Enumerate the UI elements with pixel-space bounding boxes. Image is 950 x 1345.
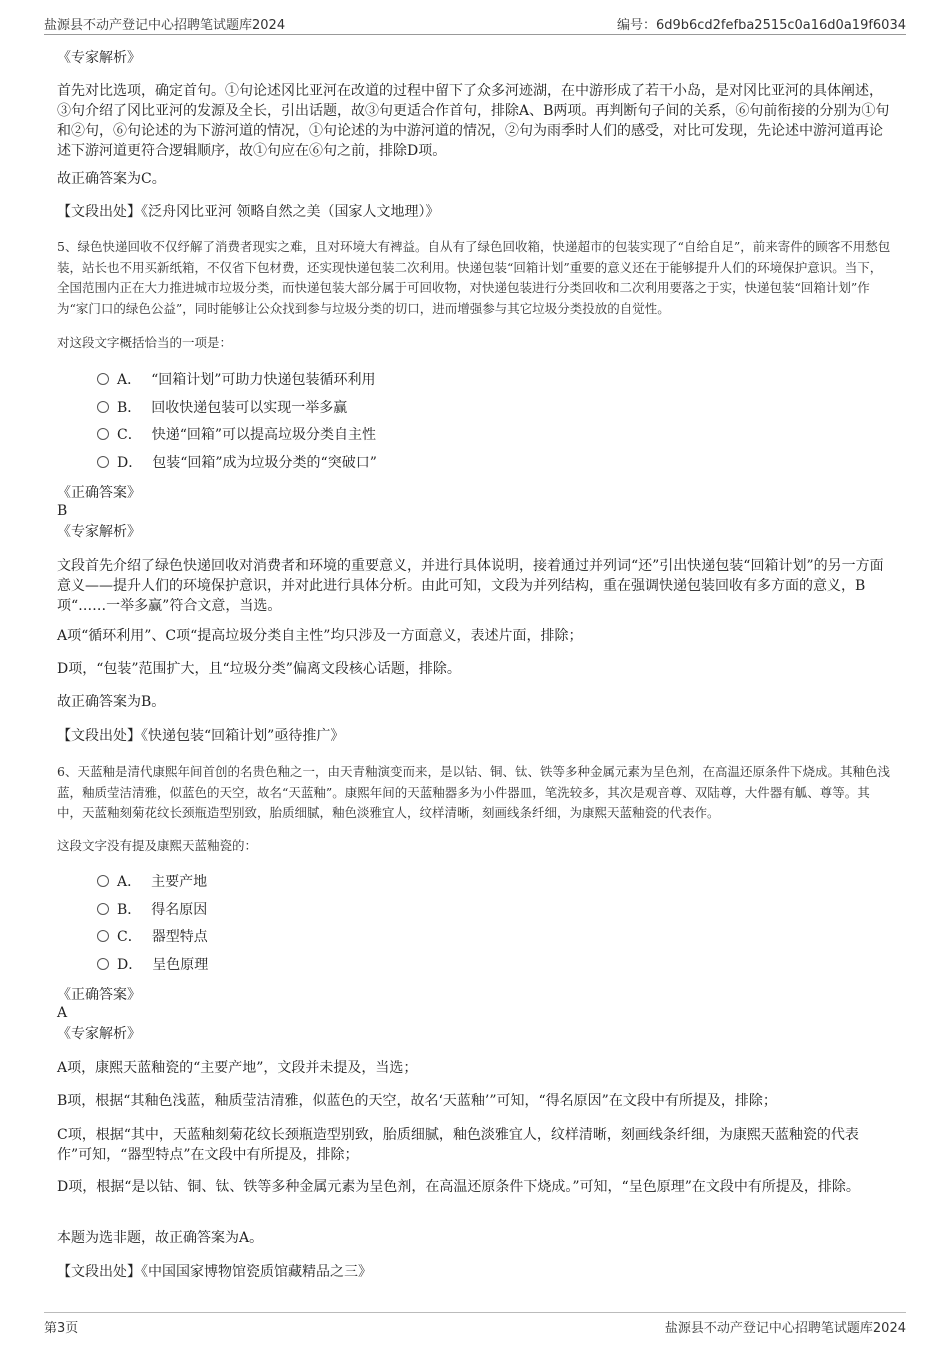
q6-question: 这段文字没有提及康熙天蓝釉瓷的： <box>57 838 258 853</box>
q6-analysis-3: C项，根据“其中，天蓝釉刻菊花纹长颈瓶造型别致，胎质细腻，釉色淡雅宜人，纹样清晰，刻画线条纤细，为康熙天蓝釉瓷的代表作”可知，“器型特点”在文段中有所提及，排除； <box>57 1127 859 1163</box>
radio-icon[interactable] <box>97 401 109 413</box>
q5-source: 【文段出处】《快递包装“回箱计划”亟待推广》 <box>57 728 345 744</box>
q6-answer: A <box>57 1005 68 1021</box>
q6-analysis-1: A项，康熙天蓝釉瓷的“主要产地”，文段并未提及，当选； <box>57 1060 418 1076</box>
page-header <box>44 12 906 35</box>
q5-analysis-1: 文段首先介绍了绿色快递回收对消费者和环境的重要意义，并进行具体说明，接着通过并列词“还”引出快递包装“回箱计划”的另一方面意义——提升人们的环境保护意识，并对此进行具体分析。由此可知，文段为并列结构，重在强调快递包装回收有多方面的意义，B项“……一举多赢”符合文意，当选。 <box>57 558 884 614</box>
header-code: 编号：6d9b6cd2fefba2515c0a16d0a19f6034 <box>616 18 906 33</box>
q6-answer-label: 《正确答案》 <box>57 987 141 1003</box>
footer-title: 盐源县不动产登记中心招聘笔试题库2024 <box>664 1321 906 1336</box>
radio-icon[interactable] <box>97 875 109 887</box>
q5-answer-label: 《正确答案》 <box>57 485 141 501</box>
q6-option-d[interactable]: D． 呈色原理 <box>97 955 208 975</box>
header-title: 盐源县不动产登记中心招聘笔试题库2024 <box>44 18 286 33</box>
radio-icon[interactable] <box>97 930 109 942</box>
q4-analysis-label: 《专家解析》 <box>57 50 141 66</box>
q6-stem: 6、天蓝釉是清代康熙年间首创的名贵色釉之一，由天青釉演变而来，是以钴、铜、钛、铁等多种金属元素为呈色剂，在高温还原条件下烧成。其釉色浅蓝，釉质莹洁清雅，似蓝色的天空，故名“天蓝釉”。康熙年间的天蓝釉器多为小件器皿，笔洗较多，其次是观音尊、双陆尊，大件器有觚、尊等。其中，天蓝釉刻菊花纹长颈瓶造型别致，胎质细腻，釉色淡雅宜人，纹样清晰，刻画线条纤细，为康熙天蓝釉瓷的代表作。 <box>57 764 890 820</box>
q5-analysis-2: A项“循环利用”、C项“提高垃圾分类自主性”均只涉及一方面意义，表述片面，排除； <box>57 628 583 644</box>
page-footer <box>44 1312 906 1335</box>
q5-option-a[interactable]: A． “回箱计划”可助力快递包装循环利用 <box>97 370 375 390</box>
q6-option-b[interactable]: B． 得名原因 <box>97 900 207 920</box>
radio-icon[interactable] <box>97 903 109 915</box>
q6-analysis-label: 《专家解析》 <box>57 1026 141 1042</box>
q5-question: 对这段文字概括恰当的一项是： <box>57 335 233 350</box>
q5-option-d[interactable]: D． 包装“回箱”成为垃圾分类的“突破口” <box>97 453 377 473</box>
radio-icon[interactable] <box>97 456 109 468</box>
radio-icon[interactable] <box>97 428 109 440</box>
q6-analysis-5: 本题为选非题，故正确答案为A。 <box>57 1230 264 1246</box>
q6-analysis-4: D项，根据“是以钴、铜、钛、铁等多种金属元素为呈色剂，在高温还原条件下烧成。”可知，“呈色原理”在文段中有所提及，排除。 <box>57 1179 860 1195</box>
q4-conclusion: 故正确答案为C。 <box>57 171 166 187</box>
q6-option-c[interactable]: C． 器型特点 <box>97 927 208 947</box>
q5-answer: B <box>57 503 68 519</box>
q5-option-c[interactable]: C． 快递“回箱”可以提高垃圾分类自主性 <box>97 425 376 445</box>
radio-icon[interactable] <box>97 958 109 970</box>
q5-analysis-label: 《专家解析》 <box>57 524 141 540</box>
radio-icon[interactable] <box>97 373 109 385</box>
q5-analysis-3: D项，“包装”范围扩大，且“垃圾分类”偏离文段核心话题，排除。 <box>57 661 461 677</box>
q5-stem: 5、绿色快递回收不仅纾解了消费者现实之难，且对环境大有裨益。自从有了绿色回收箱，快递超市的包装实现了“自给自足”，前来寄件的顾客不用愁包装，站长也不用买新纸箱，不仅省下包材费，还实现快递包装二次利用。快递包装“回箱计划”重要的意义还在于能够提升人们的环境保护意识。当下，全国范围内正在大力推进城市垃圾分类，而快递包装大部分属于可回收物，对快递包装进行分类回收和二次利用要落之于实，快递包装“回箱计划”作为“家门口的绿色公益”，同时能够让公众找到参与垃圾分类的切口，进而增强参与其它垃圾分类投放的自觉性。 <box>57 239 891 316</box>
q6-analysis-2: B项，根据“其釉色浅蓝，釉质莹洁清雅，似蓝色的天空，故名‘天蓝釉’”可知，“得名原因”在文段中有所提及，排除； <box>57 1093 777 1109</box>
q4-source: 【文段出处】《泛舟冈比亚河 领略自然之美（国家人文地理）》 <box>57 204 440 220</box>
q6-option-a[interactable]: A． 主要产地 <box>97 872 207 892</box>
q4-analysis-text: 首先对比选项，确定首句。①句论述冈比亚河在改道的过程中留下了众多河迹湖，在中游形成了若干小岛，是对冈比亚河的具体阐述，③句介绍了冈比亚河的发源及全长，引出话题，故③句更适合作首句，排除A、B两项。再判断句子间的关系，⑥句前衔接的分别为①句和②句，⑥句论述的为下游河道的情况，①句论述的为中游河道的情况，②句为雨季时人们的感受，对比可发现，先论述中游河道再论述下游河道更符合逻辑顺序，故①句应在⑥句之前，排除D项。 <box>57 83 890 159</box>
q5-option-b[interactable]: B． 回收快递包装可以实现一举多赢 <box>97 398 347 418</box>
q6-source: 【文段出处】《中国国家博物馆瓷质馆藏精品之三》 <box>57 1264 372 1280</box>
q5-analysis-4: 故正确答案为B。 <box>57 694 166 710</box>
footer-page-number: 第3页 <box>44 1321 79 1336</box>
